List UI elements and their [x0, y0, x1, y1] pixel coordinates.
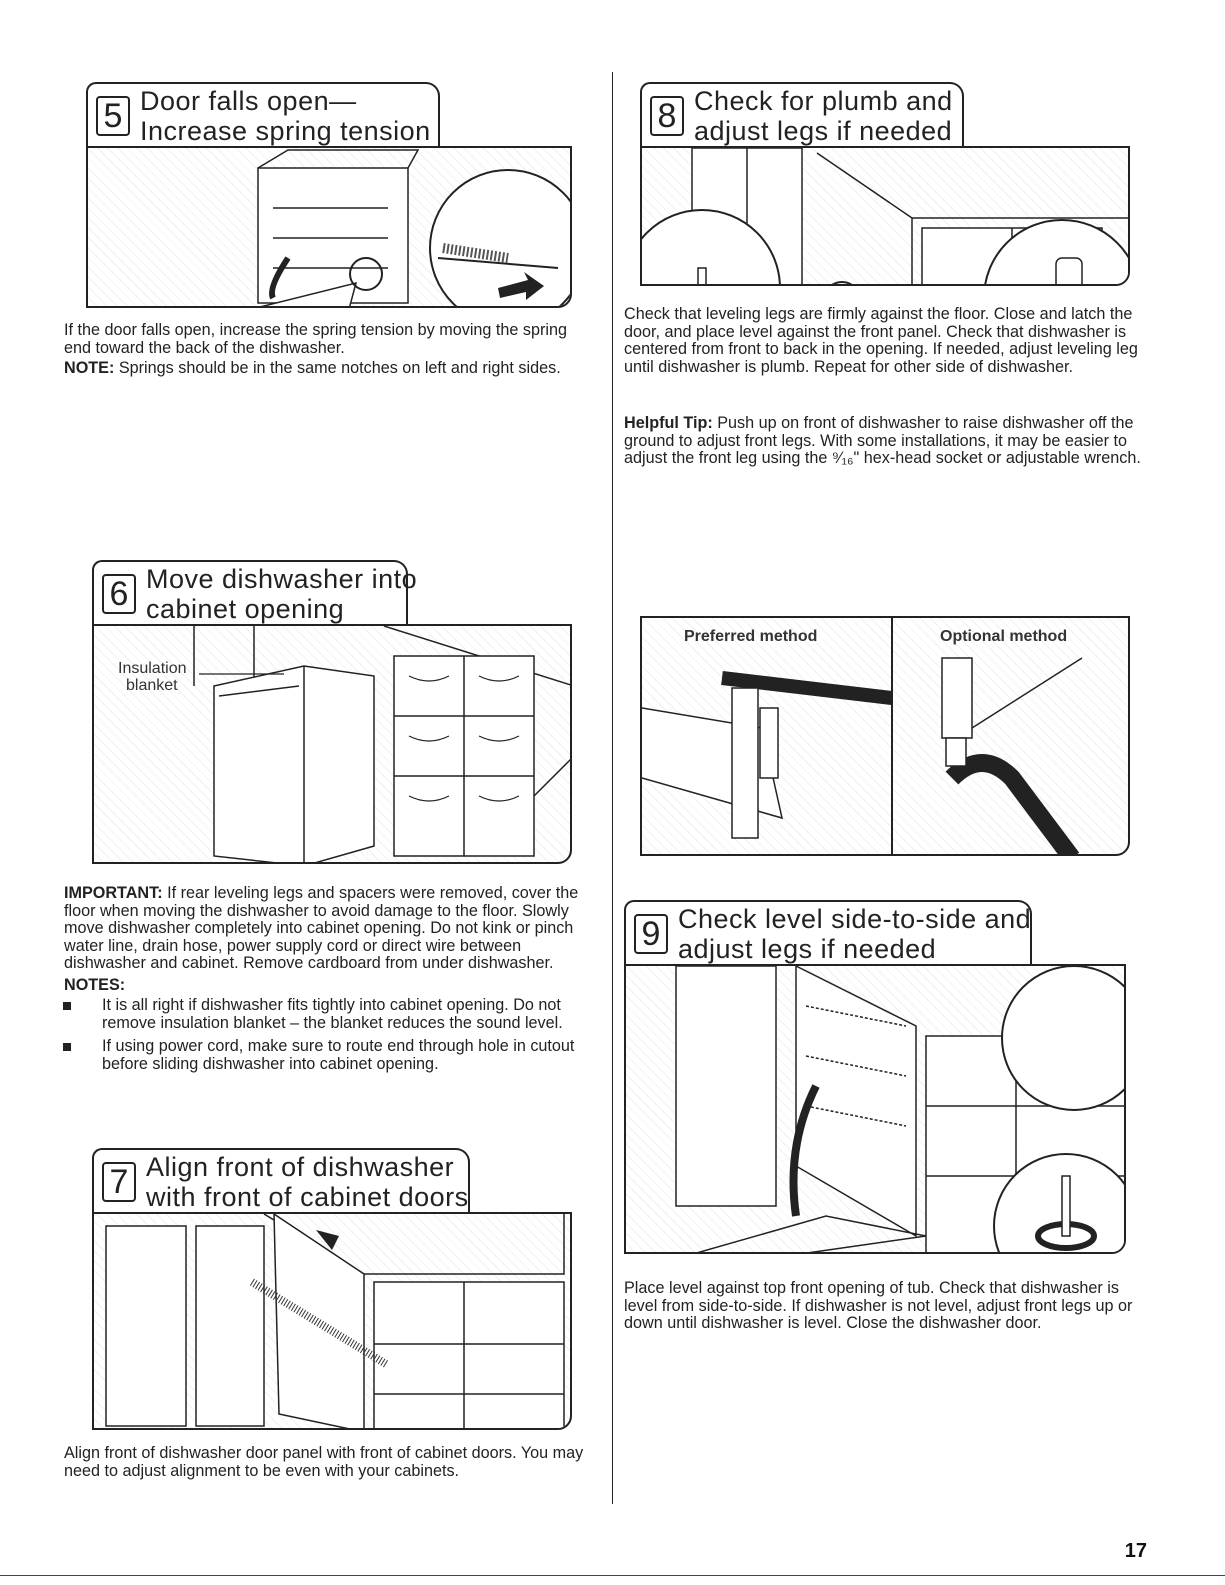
step6-illustration: [92, 624, 572, 864]
step8-illustration: [640, 146, 1130, 286]
bullet-square-icon: [63, 1002, 71, 1010]
page-number: 17: [1124, 1540, 1147, 1562]
step9-header: [624, 900, 1032, 966]
step7-number: 7: [102, 1162, 136, 1202]
important-text: IMPORTANT: If rear leveling legs and spacers were removed, cover the floor when moving the dishwasher to avoid damage to the floor. Slowly move dishwasher completely into cabinet opening. Do not kink or pinch water line, drain hose, power supply cord or direct wire between dishwasher and cabinet. Remove cardboard from under dishwasher.: [64, 884, 579, 973]
bottom-divider: [0, 1575, 1225, 1576]
step5-note: NOTE: Springs should be in the same notches on left and right sides.: [64, 359, 561, 377]
dishwasher-door-spring-drawing: [88, 148, 572, 308]
side-to-side-level-drawing: [626, 966, 1126, 1254]
wrench-methods-drawing: [642, 618, 1130, 856]
dishwasher-alignment-drawing: [94, 1214, 572, 1430]
list-item: If using power cord, make sure to route end through hole in cutout before sliding dishwasher into cabinet opening.: [60, 1038, 584, 1073]
step7-illustration: [92, 1212, 572, 1430]
column-divider: [612, 72, 613, 1504]
step8-header: [640, 82, 964, 148]
step5-number: 5: [96, 96, 130, 136]
notes-heading: NOTES:: [64, 976, 126, 994]
methods-illustration: [640, 616, 1130, 856]
step8-title: Check for plumb and adjust legs if needed: [694, 86, 953, 146]
step6-header: [92, 560, 418, 626]
step5-text: If the door falls open, increase the spring tension by moving the spring end toward the back of the dishwasher.: [64, 321, 568, 357]
step9-text: Place level against top front opening of tub. Check that dishwasher is level from side-to-side. If dishwasher is not level, adjust front legs up or down until dishwasher is level. Close the dishwasher door.: [624, 1279, 1133, 1333]
step5-illustration: [86, 146, 572, 308]
step6-number: 6: [102, 574, 136, 614]
step7-title: Align front of dishwasher with front of cabinet doors: [146, 1152, 469, 1212]
step9-illustration: [624, 964, 1126, 1254]
step7-header: [92, 1148, 470, 1214]
step9-number: 9: [634, 914, 668, 954]
insulation-blanket-callout: Insulation blanket: [118, 660, 187, 694]
step7-text: Align front of dishwasher door panel with front of cabinet doors. You may need to adjust alignment to be even with your cabinets.: [64, 1444, 584, 1480]
optional-method-label: Optional method: [940, 628, 1068, 645]
step5-title: Door falls open— Increase spring tension: [140, 86, 431, 146]
bullet-square-icon: [63, 1043, 71, 1051]
preferred-method-label: Preferred method: [684, 628, 818, 645]
leveling-legs-drawing: [642, 148, 1130, 286]
notes-list: [60, 997, 584, 1079]
helpful-tip: Helpful Tip: Push up on front of dishwasher to raise dishwasher off the ground to adjust front legs. With some installations, it may be easier to adjust the front leg using the ⁹⁄₁₆" hex-head socket or adjustable wrench.: [624, 414, 1141, 468]
step8-text: Check that leveling legs are firmly against the floor. Close and latch the door, and place level against the front panel. Check that dishwasher is centered from front to back in the opening. If needed, adjust leveling leg until dishwasher is plumb. Repeat for other side of dishwasher.: [624, 305, 1138, 376]
step5-header: [86, 82, 440, 148]
step6-title: Move dishwasher into cabinet opening: [146, 564, 418, 624]
step8-number: 8: [650, 96, 684, 136]
list-item: It is all right if dishwasher fits tightly into cabinet opening. Do not remove insulation blanket – the blanket reduces the sound level.: [60, 997, 584, 1032]
step9-title: Check level side-to-side and adjust legs if needed: [678, 904, 1032, 964]
